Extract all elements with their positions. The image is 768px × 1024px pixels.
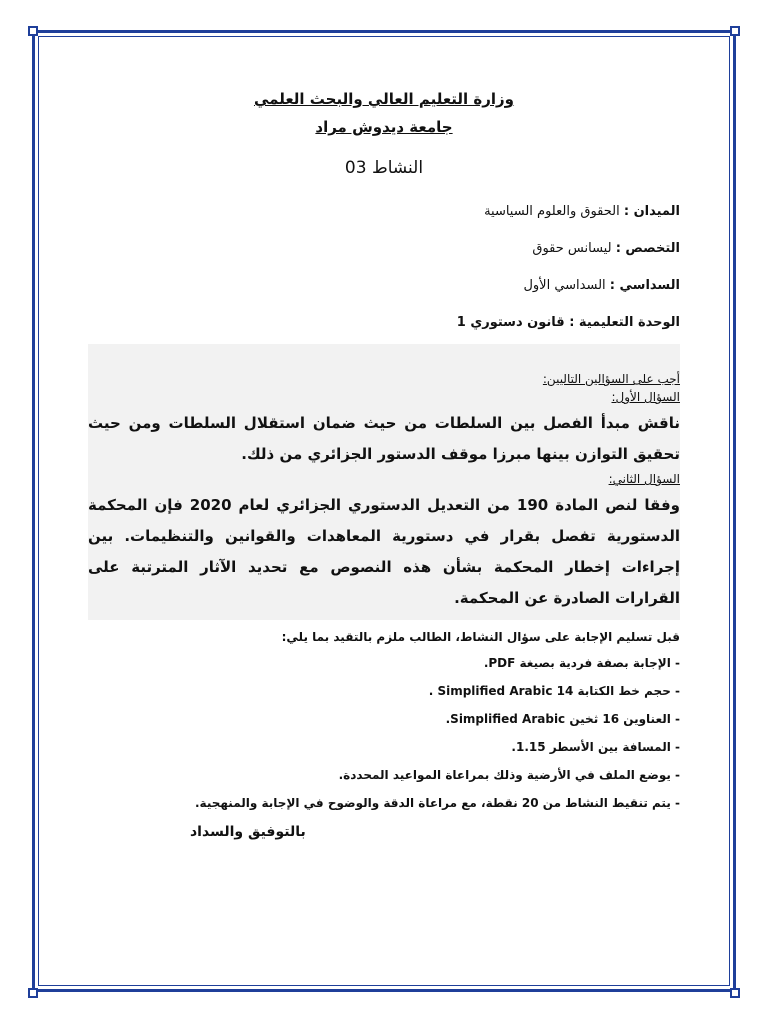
ministry-title: وزارة التعليم العالي والبحث العلمي (253, 90, 515, 108)
submission-notes (88, 630, 680, 810)
document-body (88, 84, 680, 840)
university-title: جامعة ديدوش مراد (315, 118, 453, 136)
field-value: الحقوق والعلوم السياسية (484, 204, 624, 219)
specialty-line (88, 241, 680, 256)
note-item: - يتم تنقيط النشاط من 20 نقطة، مع مراعاة الدقة والوضوح في الإجابة والمنهجية. (195, 796, 680, 810)
specialty-value: ليسانس حقوق (532, 241, 616, 256)
note-item: - العناوين 16 ثخين Simplified Arabic. (445, 712, 680, 726)
notes-intro: قبل تسليم الإجابة على سؤال النشاط، الطالب ملزم بالتقيد بما يلي: (281, 630, 680, 644)
border-corner-ornament (730, 988, 740, 998)
border-corner-ornament (730, 26, 740, 36)
questions-section (88, 344, 680, 620)
border-corner-ornament (28, 988, 38, 998)
note-item: - يوضع الملف في الأرضية وذلك بمراعاة المواعيد المحددة. (338, 768, 680, 782)
closing-wish: بالتوفيق والسداد (190, 824, 306, 840)
note-item: - الإجابة بصفة فردية بصيغة PDF. (483, 656, 680, 670)
question-1-label: السؤال الأول: (611, 390, 680, 404)
activity-title: النشاط 03 (344, 158, 424, 178)
teaching-unit-line: الوحدة التعليمية : قانون دستوري 1 (456, 315, 680, 330)
border-corner-ornament (28, 26, 38, 36)
note-item: - المسافة بين الأسطر 1.15. (511, 740, 680, 754)
semester-value: السداسي الأول (523, 278, 610, 293)
semester-line (88, 278, 680, 293)
question-1-text: ناقش مبدأ الفصل بين السلطات من حيث ضمان استقلال السلطات ومن حيث تحقيق التوازن بينها مبرزا موقف الدستور الجزائري من ذلك. (88, 414, 680, 463)
field-key: الميدان : (623, 204, 680, 219)
specialty-key: التخصص : (615, 241, 680, 256)
note-item: - حجم خط الكتابة Simplified Arabic 14 . (428, 684, 680, 698)
field-line (88, 204, 680, 219)
question-2-text: وفقا لنص المادة 190 من التعديل الدستوري الجزائري لعام 2020 فإن المحكمة الدستورية تفصل بقرار في دستورية المعاهدات والقوانين والتنظيمات. بين إجراءات إخطار المحكمة بشأن هذه النصوص مع تحديد الآثار المترتبة على القرارات الصادرة عن المحكمة. (88, 496, 681, 607)
question-2-label: السؤال الثاني: (608, 472, 680, 486)
questions-instruction: أجب على السؤالين التاليين: (542, 372, 680, 386)
semester-key: السداسي : (609, 278, 680, 293)
